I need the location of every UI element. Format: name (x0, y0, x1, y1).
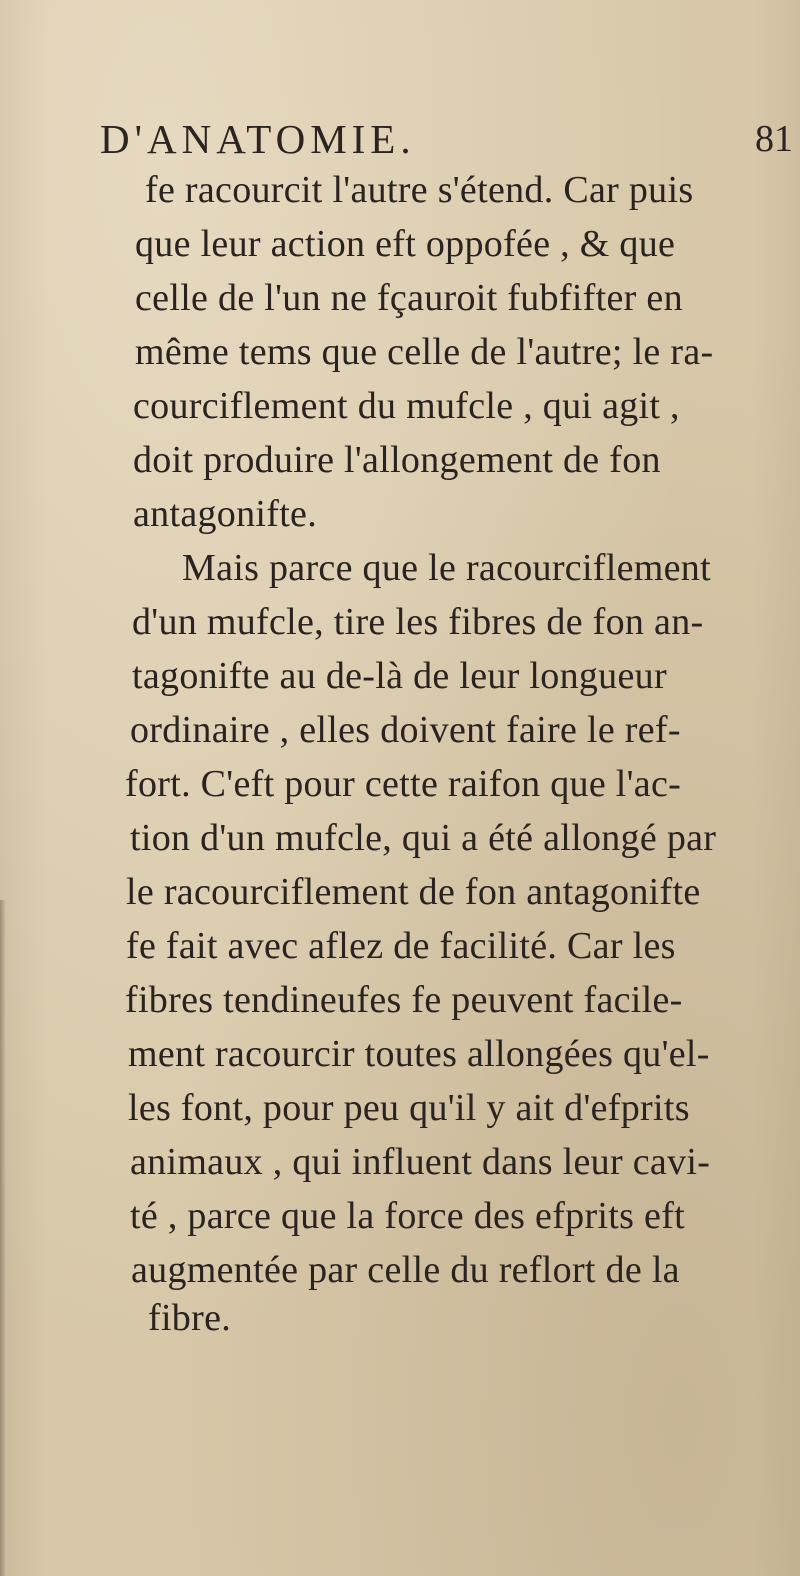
text-line: augmentée par celle du reflort de la (131, 1249, 680, 1291)
text-line: fibre. (148, 1297, 232, 1339)
text-line: té , parce que la force des efprits eft (130, 1195, 686, 1237)
text-line: doit produire l'allongement de fon (133, 439, 661, 481)
text-line: antagonifte. (133, 493, 318, 535)
text-line: celle de l'un ne fçauroit fubfifter en (135, 277, 683, 319)
text-line: ment racourcir toutes allongées qu'el- (128, 1033, 710, 1075)
text-line: courciflement du mufcle , qui agit , (133, 385, 680, 427)
text-line: ordinaire , elles doivent faire le ref- (130, 709, 681, 751)
text-line: même tems que celle de l'autre; le ra- (135, 331, 714, 373)
text-line: fibres tendineufes fe peuvent facile- (125, 979, 683, 1021)
text-line: tagonifte au de-là de leur longueur (132, 655, 667, 697)
running-title: D'ANATOMIE. (100, 116, 416, 162)
text-line: le racourciflement de fon antagonifte (126, 871, 701, 913)
text-line: d'un mufcle, tire les fibres de fon an- (132, 601, 704, 643)
text-line: Mais parce que le racourciflement (182, 547, 711, 589)
text-line: fort. C'eft pour cette raifon que l'ac- (125, 763, 682, 805)
text-line: que leur action eft oppofée , & que (135, 223, 676, 265)
text-line: fe fait avec aflez de facilité. Car les (126, 925, 676, 967)
text-line: tion d'un mufcle, qui a été allongé par (130, 817, 717, 859)
text-line: animaux , qui influent dans leur cavi- (130, 1141, 711, 1183)
page-number: 81 (755, 118, 793, 160)
text-line: fe racourcit l'autre s'étend. Car puis (145, 169, 694, 211)
text-line: les font, pour peu qu'il y ait d'efprits (128, 1087, 690, 1129)
